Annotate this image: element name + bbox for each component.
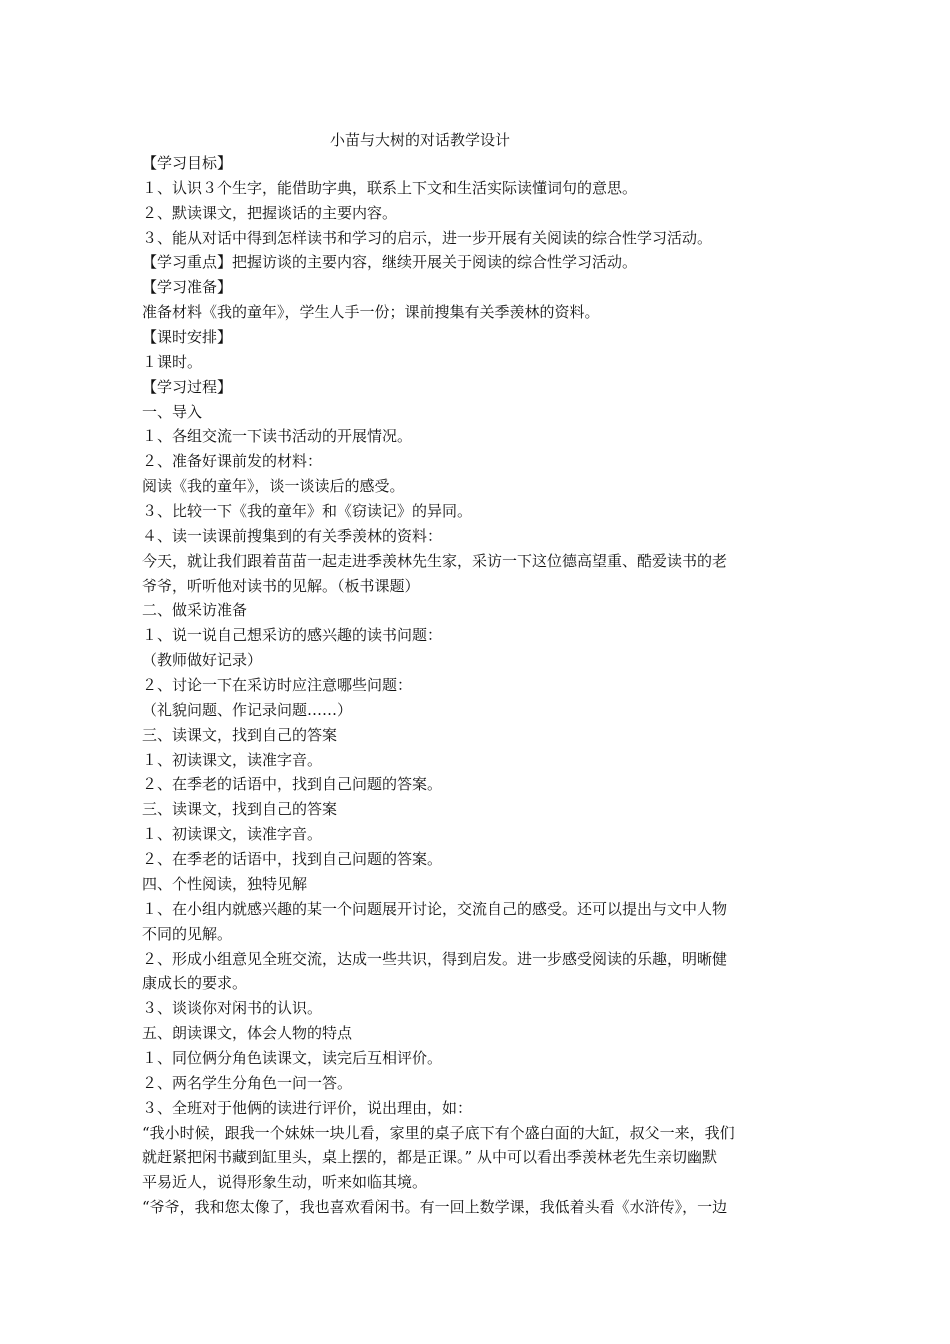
text-line: １课时。 — [142, 352, 203, 371]
text-line: １、同位俩分角色读课文，读完后互相评价。 — [142, 1048, 443, 1067]
document-body — [142, 151, 810, 1220]
text-line: （礼貌问题、作记录问题……） — [142, 700, 353, 719]
text-line: 一、导入 — [142, 402, 203, 421]
text-line: ３、全班对于他俩的读进行评价，说出理由，如： — [142, 1098, 473, 1117]
text-line: ２、在季老的话语中，找到自己问题的答案。 — [142, 775, 443, 794]
text-line: ２、默读课文，把握谈话的主要内容。 — [142, 203, 398, 222]
text-line: 三、读课文，找到自己的答案 — [142, 800, 338, 819]
text-line: １、初读课文，读准字音。 — [142, 825, 323, 844]
text-line: ３、谈谈你对闲书的认识。 — [142, 999, 323, 1018]
text-line: （教师做好记录） — [142, 651, 263, 670]
text-line: １、在小组内就感兴趣的某一个问题展开讨论，交流自己的感受。还可以提出与文中人物 — [142, 899, 728, 918]
text-line: ３、比较一下《我的童年》和《窃读记》的异同。 — [142, 502, 473, 521]
text-line: 【学习准备】 — [142, 278, 233, 297]
text-line: １、说一说自己想采访的感兴趣的读书问题： — [142, 626, 443, 645]
text-line: 【学习过程】 — [142, 377, 233, 396]
text-line: 准备材料《我的童年》，学生人手一份；课前搜集有关季羡林的资料。 — [142, 303, 600, 322]
text-line: １、初读课文，读准字音。 — [142, 750, 323, 769]
text-line: ４、读一读课前搜集到的有关季羡林的资料： — [142, 526, 443, 545]
text-line: ２、讨论一下在采访时应注意哪些问题： — [142, 676, 413, 695]
document-title: 小苗与大树的对话教学设计 — [329, 131, 510, 149]
text-line: １、各组交流一下读书活动的开展情况。 — [142, 427, 413, 446]
text-line: ２、在季老的话语中，找到自己问题的答案。 — [142, 850, 443, 869]
text-line: 【学习目标】 — [142, 154, 233, 172]
text-line: “我小时候，跟我一个妹妹一块儿看，家里的桌子底下有个盛白面的大缸，叔父一来，我们 — [142, 1123, 735, 1142]
text-line: 五、朗读课文，体会人物的特点 — [142, 1024, 353, 1043]
text-line: 【学习重点】把握访谈的主要内容，继续开展关于阅读的综合性学习活动。 — [142, 253, 638, 272]
text-line: 二、做采访准备 — [142, 601, 248, 620]
text-line: 四、个性阅读，独特见解 — [142, 874, 308, 893]
text-line: ３、能从对话中得到怎样读书和学习的启示，进一步开展有关阅读的综合性学习活动。 — [142, 228, 713, 247]
text-line: １、认识３个生字，能借助字典，联系上下文和生活实际读懂词句的意思。 — [142, 178, 638, 197]
text-line: 阅读《我的童年》，谈一谈读后的感受。 — [142, 477, 405, 496]
text-line: 不同的见解。 — [142, 924, 233, 943]
text-line: 就赶紧把闲书藏到缸里头，桌上摆的，都是正课。” 从中可以看出季羡林老先生亲切幽默 — [142, 1148, 717, 1167]
text-line: ２、两名学生分角色一问一答。 — [142, 1073, 353, 1092]
text-line: 爷爷，听听他对读书的见解。（板书课题） — [142, 576, 420, 595]
text-line: 平易近人，说得形象生动，听来如临其境。 — [142, 1173, 428, 1192]
text-line: ２、形成小组意见全班交流，达成一些共识，得到启发。进一步感受阅读的乐趣，明晰健 — [142, 949, 728, 968]
text-line: ２、准备好课前发的材料： — [142, 452, 323, 471]
text-line: 【课时安排】 — [142, 328, 233, 347]
text-line: 康成长的要求。 — [142, 974, 248, 993]
text-line: “爷爷，我和您太像了，我也喜欢看闲书。有一回上数学课，我低着头看《水浒传》，一边 — [142, 1198, 728, 1217]
text-line: 今天，就让我们跟着苗苗一起走进季羡林先生家，采访一下这位德高望重、酷爱读书的老 — [142, 551, 728, 570]
text-line: 三、读课文，找到自己的答案 — [142, 725, 338, 744]
